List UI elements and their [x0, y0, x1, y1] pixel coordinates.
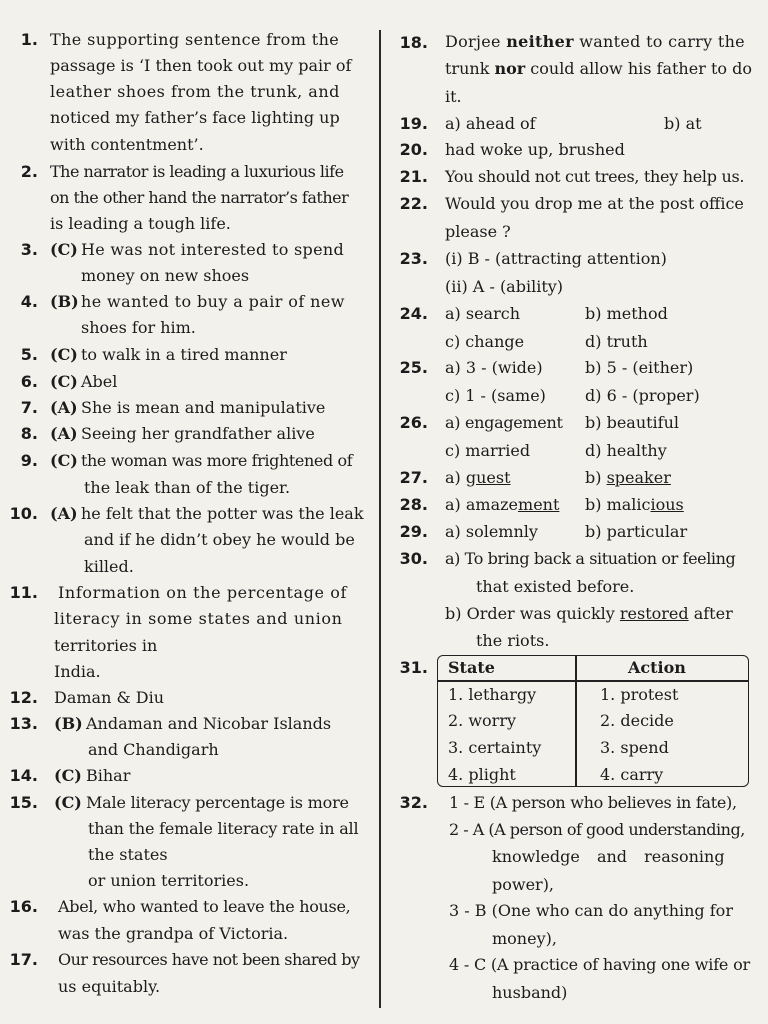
column-divider — [379, 30, 381, 1008]
question-number: 2. — [20, 162, 38, 181]
option-b: b) speaker — [585, 468, 671, 487]
option-c: c) 1 - (same) — [445, 386, 546, 405]
option-a: a) ahead of — [445, 114, 536, 133]
option-b: b) particular — [585, 522, 688, 541]
option-c: c) married — [445, 441, 531, 460]
table-column-divider — [575, 656, 577, 786]
question-number: 19. — [399, 114, 428, 133]
table-header-action: Action — [628, 658, 686, 677]
question-number: 15. — [9, 793, 38, 812]
question-number: 12. — [9, 688, 38, 707]
answer-line: He was not interested to spend — [81, 240, 344, 259]
answer-line: Abel, who wanted to leave the house, — [58, 897, 351, 916]
answer-line: (ii) A - (ability) — [445, 277, 564, 296]
question-number: 21. — [399, 167, 428, 186]
answer-line: 4 - C (A practice of having one wife or — [449, 955, 750, 974]
option-b: b) at — [664, 114, 702, 133]
option-b: b) beautiful — [585, 413, 680, 432]
answer-line: please ? — [445, 222, 511, 241]
option-letter: (C) — [54, 793, 82, 812]
question-number: 25. — [399, 358, 428, 377]
option-letter: (C) — [50, 451, 78, 470]
answer-line: us equitably. — [58, 977, 161, 996]
question-number: 13. — [9, 714, 38, 733]
answer-line: literacy in some states and union — [54, 609, 343, 628]
question-number: 29. — [399, 522, 428, 541]
question-number: 5. — [20, 345, 38, 364]
option-a: a) amazement — [445, 495, 560, 514]
question-number: 4. — [20, 292, 38, 311]
answer-line: b) Order was quickly restored after — [445, 604, 733, 623]
answer-line: he felt that the potter was the leak — [81, 504, 364, 523]
answer-line: Bihar — [86, 766, 131, 785]
option-letter: (C) — [54, 766, 82, 785]
option-b: b) method — [585, 304, 668, 323]
answer-line: knowledge and reasoning — [492, 847, 725, 866]
answer-line: shoes for him. — [81, 318, 196, 337]
answer-line: leather shoes from the trunk, and — [50, 82, 340, 101]
answer-line: Abel — [81, 372, 118, 391]
answer-line: and if he didn’t obey he would be — [84, 530, 355, 549]
question-number: 6. — [20, 372, 38, 391]
answer-line: 1 - E (A person who believes in fate), — [449, 793, 737, 812]
option-b: b) malicious — [585, 495, 684, 514]
answer-line: money on new shoes — [81, 266, 250, 285]
table-header-divider — [438, 680, 748, 682]
answer-line: territories in — [54, 636, 158, 655]
option-letter: (A) — [50, 504, 78, 523]
answer-line: was the grandpa of Victoria. — [58, 924, 289, 943]
question-number: 1. — [20, 30, 38, 49]
table-cell: 3. spend — [600, 738, 669, 757]
answer-line: Would you drop me at the post office — [445, 194, 744, 213]
answer-line: husband) — [492, 983, 568, 1002]
answer-line: the states — [88, 845, 168, 864]
question-number: 22. — [399, 194, 428, 213]
answer-line: he wanted to buy a pair of new — [81, 292, 345, 311]
answer-line: money), — [492, 929, 557, 948]
answer-line: Dorjee neither wanted to carry the — [445, 32, 745, 51]
table-cell: 1. protest — [600, 685, 679, 704]
table-cell: 2. decide — [600, 711, 674, 730]
option-letter: (B) — [50, 292, 79, 311]
table-cell: 2. worry — [448, 711, 517, 730]
answer-line: on the other hand the narrator’s father — [50, 188, 349, 207]
table-cell: 3. certainty — [448, 738, 542, 757]
answer-line: You should not cut trees, they help us. — [445, 167, 745, 186]
answer-line: the leak than of the tiger. — [84, 478, 291, 497]
answer-line: and Chandigarh — [88, 740, 219, 759]
answer-line: passage is ‘I then took out my pair of — [50, 56, 352, 75]
option-letter: (C) — [50, 345, 78, 364]
answer-line: Information on the percentage of — [58, 583, 348, 602]
table-cell: 4. carry — [600, 765, 664, 784]
answer-line: Andaman and Nicobar Islands — [86, 714, 332, 733]
table-cell: 4. plight — [448, 765, 516, 784]
option-d: d) truth — [585, 332, 648, 351]
answer-line: trunk nor could allow his father to do — [445, 59, 752, 78]
question-number: 16. — [9, 897, 38, 916]
option-letter: (C) — [50, 240, 78, 259]
answer-line: The supporting sentence from the — [50, 30, 340, 49]
answer-line: that existed before. — [476, 577, 635, 596]
answer-line: She is mean and manipulative — [81, 398, 326, 417]
table-cell: 1. lethargy — [448, 685, 537, 704]
option-c: c) change — [445, 332, 525, 351]
answer-line: Our resources have not been shared by — [58, 950, 360, 969]
answer-line: Seeing her grandfather alive — [81, 424, 315, 443]
option-d: d) 6 - (proper) — [585, 386, 700, 405]
answer-line: noticed my father’s face lighting up — [50, 108, 340, 127]
option-a: a) engagement — [445, 413, 563, 432]
question-number: 17. — [9, 950, 38, 969]
answer-line: The narrator is leading a luxurious life — [50, 162, 344, 181]
question-number: 7. — [20, 398, 38, 417]
question-number: 23. — [399, 249, 428, 268]
answer-line: or union territories. — [88, 871, 250, 890]
answer-line: to walk in a tired manner — [81, 345, 287, 364]
answer-line: it. — [445, 87, 462, 106]
answer-line: 3 - B (One who can do anything for — [449, 901, 733, 920]
answer-line: 2 - A (A person of good understanding, — [449, 820, 745, 839]
option-a: a) search — [445, 304, 520, 323]
answer-line: power), — [492, 875, 555, 894]
question-number: 20. — [399, 140, 428, 159]
option-letter: (B) — [54, 714, 83, 733]
answer-line: India. — [54, 662, 101, 681]
question-number: 14. — [9, 766, 38, 785]
answer-line: the riots. — [476, 631, 550, 650]
question-number: 28. — [399, 495, 428, 514]
question-number: 30. — [399, 549, 428, 568]
answer-line: (i) B - (attracting attention) — [445, 249, 667, 268]
question-number: 9. — [20, 451, 38, 470]
answer-line: than the female literacy rate in all — [88, 819, 359, 838]
option-a: a) solemnly — [445, 522, 538, 541]
answer-line: with contentment’. — [50, 135, 204, 154]
option-letter: (C) — [50, 372, 78, 391]
option-letter: (A) — [50, 398, 78, 417]
answer-line: had woke up, brushed — [445, 140, 625, 159]
option-d: d) healthy — [585, 441, 667, 460]
question-number: 26. — [399, 413, 428, 432]
option-b: b) 5 - (either) — [585, 358, 694, 377]
option-letter: (A) — [50, 424, 78, 443]
option-a: a) 3 - (wide) — [445, 358, 543, 377]
answer-line: Male literacy percentage is more — [86, 793, 349, 812]
question-number: 10. — [9, 504, 38, 523]
answer-line: a) To bring back a situation or feeling — [445, 549, 736, 568]
state-action-table — [437, 655, 749, 787]
question-number: 32. — [399, 793, 428, 812]
answer-line: killed. — [84, 557, 134, 576]
answer-line: Daman & Diu — [54, 688, 165, 707]
question-number: 11. — [9, 583, 38, 602]
option-a: a) guest — [445, 468, 511, 487]
answer-line: is leading a tough life. — [50, 214, 231, 233]
answer-line: the woman was more frightened of — [81, 451, 353, 470]
question-number: 24. — [399, 304, 428, 323]
table-header-state: State — [448, 658, 495, 677]
question-number: 31. — [399, 658, 428, 677]
question-number: 27. — [399, 468, 428, 487]
question-number: 8. — [20, 424, 38, 443]
question-number: 3. — [20, 240, 38, 259]
question-number: 18. — [399, 33, 428, 52]
